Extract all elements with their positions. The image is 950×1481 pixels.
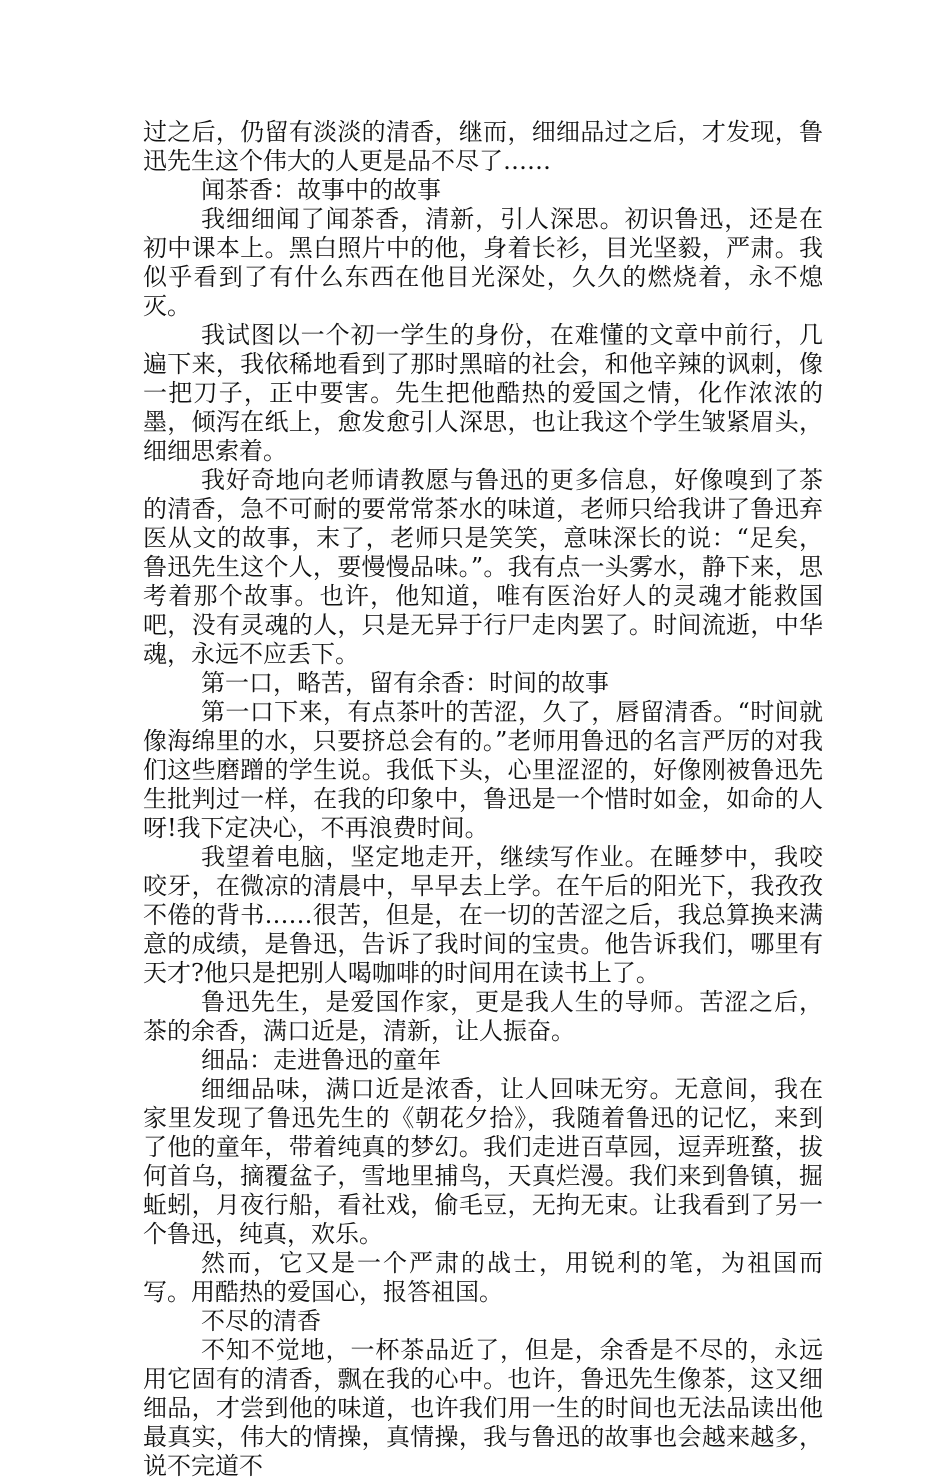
paragraph: 然而，它又是一个严肃的战士，用锐利的笔，为祖国而写。用酷热的爱国心，报答祖国。 — [143, 1249, 823, 1306]
section-heading: 第一口，略苦，留有余香：时间的故事 — [201, 669, 609, 697]
section-heading: 细品：走进鲁迅的童年 — [201, 1046, 441, 1074]
section-heading: 不尽的清香 — [201, 1307, 321, 1335]
paragraph: 我试图以一个初一学生的身份，在难懂的文章中前行，几遍下来，我依稀地看到了那时黑暗的社会，和他辛辣的讽刺，像一把刀子，正中要害。先生把他酷热的爱国之情，化作浓浓的墨，倾泻在纸上，愈发愈引人深思，也让我这个学生皱紧眉头，细细思索着。 — [143, 321, 823, 465]
paragraph: 我好奇地向老师请教愿与鲁迅的更多信息，好像嗅到了茶的清香，急不可耐的要常常茶水的味道，老师只给我讲了鲁迅弃医从文的故事，末了，老师只是笑笑，意味深长的说：“足矣，鲁迅先生这个人，要慢慢品味。”。我有点一头雾水，静下来，思考着那个故事。也许，他知道，唯有医治好人的灵魂才能救国吧，没有灵魂的人，只是无异于行尸走肉罢了。时间流逝，中华魂，永远不应丢下。 — [143, 466, 823, 668]
section-heading: 闻茶香：故事中的故事 — [201, 176, 441, 204]
paragraph: 我细细闻了闻茶香，清新，引人深思。初识鲁迅，还是在初中课本上。黑白照片中的他，身着长衫，目光坚毅，严肃。我似乎看到了有什么东西在他目光深处，久久的燃烧着，永不熄灭。 — [143, 205, 823, 320]
paragraph: 不知不觉地，一杯茶品近了，但是，余香是不尽的，永远用它固有的清香，飘在我的心中。也许，鲁迅先生像茶，这又细细品，才尝到他的味道，也许我们用一生的时间也无法品读出他最真实，伟大的情操，真情操，我与鲁迅的故事也会越来越多，说不完道不 — [143, 1336, 823, 1480]
paragraph: 细细品味，满口近是浓香，让人回味无穷。无意间，我在家里发现了鲁迅先生的《朝花夕拾》，我随着鲁迅的记忆，来到了他的童年，带着纯真的梦幻。我们走进百草园，逗弄班蝥，拔何首乌，摘覆盆子，雪地里捕鸟，天真烂漫。我们来到鲁镇，掘蚯蚓，月夜行船，看社戏，偷毛豆，无拘无束。让我看到了另一个鲁迅，纯真，欢乐。 — [143, 1075, 823, 1248]
paragraph: 鲁迅先生，是爱国作家，更是我人生的导师。苦涩之后，茶的余香，满口近是，清新，让人振奋。 — [143, 988, 823, 1045]
paragraph: 我望着电脑，坚定地走开，继续写作业。在睡梦中，我咬咬牙，在微凉的清晨中，早早去上学。在午后的阳光下，我孜孜不倦的背书……很苦，但是，在一切的苦涩之后，我总算换来满意的成绩，是鲁迅，告诉了我时间的宝贵。他告诉我们，哪里有天才?他只是把别人喝咖啡的时间用在读书上了。 — [143, 843, 823, 987]
paragraph-continuation: 过之后，仍留有淡淡的清香，继而，细细品过之后，才发现，鲁迅先生这个伟大的人更是品不尽了…… — [143, 118, 823, 175]
paragraph: 第一口下来，有点茶叶的苦涩，久了，唇留清香。“时间就像海绵里的水，只要挤总会有的。”老师用鲁迅的名言严厉的对我们这些磨蹭的学生说。我低下头，心里涩涩的，好像刚被鲁迅先生批判过一样，在我的印象中，鲁迅是一个惜时如金，如命的人呀!我下定决心，不再浪费时间。 — [143, 698, 823, 842]
article-body — [143, 118, 823, 1481]
